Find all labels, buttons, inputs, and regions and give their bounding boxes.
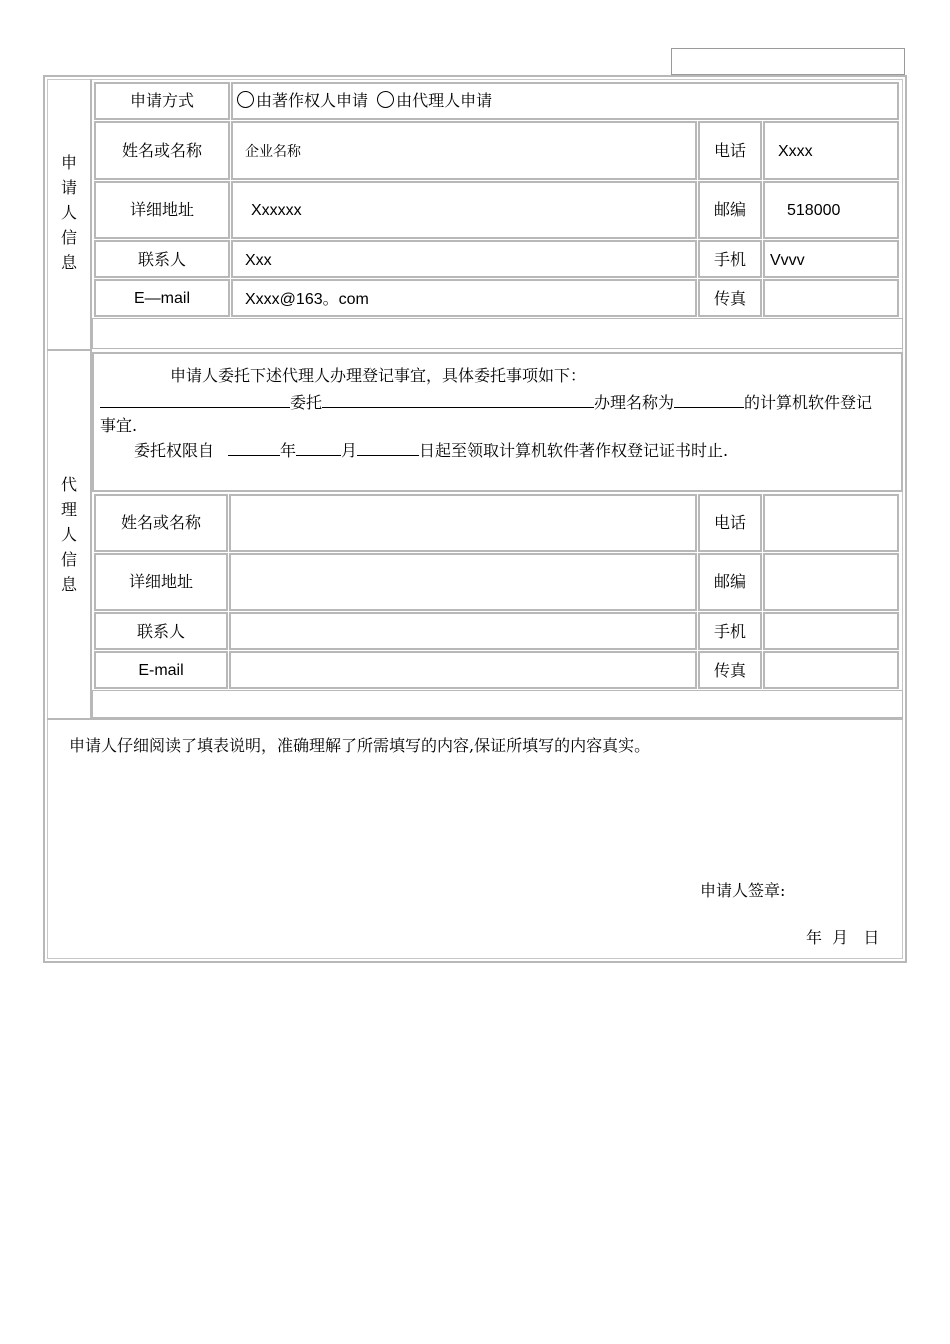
blank-agent[interactable] — [322, 391, 594, 408]
blank-year[interactable] — [228, 439, 280, 456]
agent-phone-label: 电话 — [713, 513, 746, 532]
entrust-text: 委托 — [290, 393, 323, 412]
agent-contact-label: 联系人 — [136, 622, 185, 641]
email-label: E—mail — [133, 290, 190, 307]
agent-contact-value-cell[interactable] — [229, 612, 697, 650]
applicant-section-title: 申请人信息 — [61, 153, 78, 272]
agent-matter: 事宜. — [100, 416, 138, 435]
mobile-label: 手机 — [713, 250, 746, 269]
fax-label: 传真 — [713, 289, 746, 308]
agent-zip-value-cell[interactable] — [763, 553, 899, 611]
contact-label: 联系人 — [137, 250, 186, 269]
phone-label: 电话 — [713, 141, 746, 160]
agent-mobile-label: 手机 — [713, 622, 746, 641]
agent-section-title: 代理人信息 — [61, 475, 78, 594]
date-line: 年 月 日 — [806, 928, 880, 947]
address-value[interactable]: Xxxxxx — [251, 202, 302, 219]
declaration-statement: 申请人仔细阅读了填表说明，准确理解了所需填写的内容,保证所填写的内容真实。 — [69, 736, 651, 755]
applicant-spacer-row — [92, 318, 903, 349]
agent-table — [92, 492, 903, 718]
radio-by-copyright-holder[interactable] — [237, 91, 254, 108]
agent-email-value-cell[interactable] — [229, 651, 697, 689]
agent-mobile-value-cell[interactable] — [763, 612, 899, 650]
address-label: 详细地址 — [129, 200, 194, 219]
method-label: 申请方式 — [129, 91, 194, 110]
year-text: 年 — [280, 441, 297, 460]
fax-value-cell — [763, 279, 899, 317]
month-text: 月 — [341, 441, 358, 460]
radio-by-agent[interactable] — [377, 91, 394, 108]
agent-address-value-cell[interactable] — [229, 553, 697, 611]
applicant-table — [92, 80, 903, 349]
blank-principal[interactable] — [100, 391, 290, 408]
method-options — [237, 91, 492, 111]
phone-value[interactable]: Xxxx — [778, 143, 813, 160]
blank-month[interactable] — [296, 439, 341, 456]
name-label: 姓名或名称 — [121, 141, 202, 160]
agent-entrust-line — [100, 391, 872, 413]
contact-value[interactable]: Xxx — [245, 252, 272, 269]
agent-intro: 申请人委托下述代理人办理登记事宜，具体委托事项如下： — [170, 366, 587, 385]
agent-fax-label: 传真 — [713, 661, 746, 680]
mobile-value[interactable]: Vvvv — [770, 252, 805, 269]
software-reg-text: 的计算机软件登记 — [744, 393, 873, 412]
agent-spacer-row — [92, 690, 903, 718]
section-divider-2 — [47, 718, 903, 720]
blank-day[interactable] — [357, 439, 419, 456]
signature-label: 申请人签章: — [700, 881, 786, 900]
option-by-copyright-holder: 由著作权人申请 — [256, 91, 369, 110]
blank-software-name[interactable] — [674, 391, 744, 408]
handle-name-text: 办理名称为 — [594, 393, 675, 412]
agent-period-line — [134, 439, 728, 461]
period-prefix: 委托权限自 — [134, 441, 215, 460]
email-value[interactable]: Xxxx@163。com — [245, 291, 369, 308]
agent-name-value-cell[interactable] — [229, 494, 697, 552]
option-by-agent: 由代理人申请 — [396, 91, 493, 110]
contact-value-cell — [231, 240, 697, 278]
name-value[interactable]: 企业名称 — [245, 144, 301, 160]
agent-name-label: 姓名或名称 — [120, 513, 201, 532]
agent-phone-value-cell[interactable] — [763, 494, 899, 552]
agent-address-label: 详细地址 — [128, 572, 193, 591]
agent-email-label: E-mail — [138, 662, 184, 679]
zip-value[interactable]: 518000 — [787, 202, 841, 219]
agent-fax-value-cell[interactable] — [763, 651, 899, 689]
top-right-box — [671, 48, 905, 75]
agent-zip-label: 邮编 — [713, 572, 746, 591]
section-divider-1 — [47, 349, 92, 351]
zip-label: 邮编 — [713, 200, 746, 219]
period-suffix: 日起至领取计算机软件著作权登记证书时止. — [419, 441, 729, 460]
